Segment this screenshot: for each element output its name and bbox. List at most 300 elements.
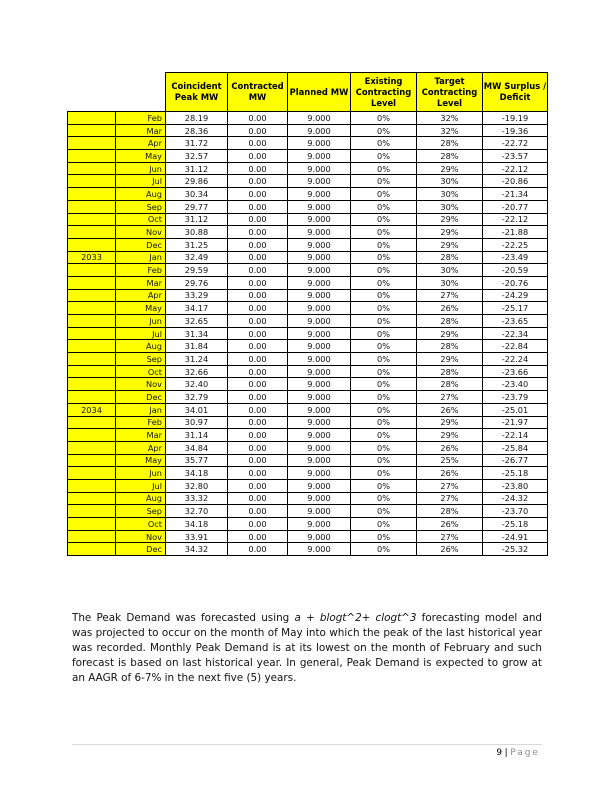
peak-mw-cell: 33.91	[166, 530, 228, 543]
month-cell: May	[116, 150, 166, 163]
table-row	[68, 365, 548, 378]
peak-mw-cell: 31.25	[166, 238, 228, 251]
contracted-mw-cell: 0.00	[228, 378, 288, 391]
planned-mw-cell: 9.000	[288, 124, 351, 137]
peak-mw-cell: 32.80	[166, 479, 228, 492]
existing-level-cell: 0%	[351, 340, 417, 353]
existing-level-cell: 0%	[351, 416, 417, 429]
month-cell: Feb	[116, 264, 166, 277]
planned-mw-cell: 9.000	[288, 302, 351, 315]
contracted-mw-cell: 0.00	[228, 479, 288, 492]
target-level-cell: 28%	[417, 251, 483, 264]
peak-mw-cell: 30.34	[166, 188, 228, 201]
contracted-mw-cell: 0.00	[228, 264, 288, 277]
planned-mw-cell: 9.000	[288, 391, 351, 404]
contracted-mw-cell: 0.00	[228, 200, 288, 213]
peak-mw-cell: 29.77	[166, 200, 228, 213]
paragraph-text-before: The Peak Demand was forecasted using	[72, 612, 295, 624]
year-cell	[68, 137, 116, 150]
planned-mw-cell: 9.000	[288, 264, 351, 277]
planned-mw-cell: 9.000	[288, 226, 351, 239]
header-contracted: Contracted MW	[228, 73, 288, 112]
contracted-mw-cell: 0.00	[228, 467, 288, 480]
contracted-mw-cell: 0.00	[228, 429, 288, 442]
surplus-deficit-cell: -22.12	[483, 213, 548, 226]
surplus-deficit-cell: -22.25	[483, 238, 548, 251]
contracted-mw-cell: 0.00	[228, 416, 288, 429]
target-level-cell: 29%	[417, 429, 483, 442]
planned-mw-cell: 9.000	[288, 238, 351, 251]
month-cell: Jan	[116, 251, 166, 264]
planned-mw-cell: 9.000	[288, 200, 351, 213]
contracted-mw-cell: 0.00	[228, 454, 288, 467]
existing-level-cell: 0%	[351, 112, 417, 125]
contracted-mw-cell: 0.00	[228, 276, 288, 289]
month-cell: Mar	[116, 429, 166, 442]
table-row	[68, 327, 548, 340]
contracted-mw-cell: 0.00	[228, 327, 288, 340]
existing-level-cell: 0%	[351, 251, 417, 264]
contracted-mw-cell: 0.00	[228, 137, 288, 150]
target-level-cell: 30%	[417, 276, 483, 289]
target-level-cell: 25%	[417, 454, 483, 467]
contracted-mw-cell: 0.00	[228, 213, 288, 226]
peak-mw-cell: 31.14	[166, 429, 228, 442]
year-cell	[68, 543, 116, 556]
existing-level-cell: 0%	[351, 264, 417, 277]
surplus-deficit-cell: -23.80	[483, 479, 548, 492]
peak-mw-cell: 34.84	[166, 441, 228, 454]
header-blank-month	[116, 73, 166, 112]
peak-mw-cell: 29.59	[166, 264, 228, 277]
month-cell: Apr	[116, 289, 166, 302]
target-level-cell: 29%	[417, 327, 483, 340]
month-cell: Jun	[116, 467, 166, 480]
contracted-mw-cell: 0.00	[228, 112, 288, 125]
table-header-row	[68, 73, 548, 112]
surplus-deficit-cell: -26.77	[483, 454, 548, 467]
year-cell	[68, 429, 116, 442]
year-cell	[68, 112, 116, 125]
table-row	[68, 276, 548, 289]
table-row	[68, 315, 548, 328]
year-cell	[68, 289, 116, 302]
planned-mw-cell: 9.000	[288, 188, 351, 201]
table-row	[68, 492, 548, 505]
table-row	[68, 289, 548, 302]
existing-level-cell: 0%	[351, 150, 417, 163]
target-level-cell: 28%	[417, 150, 483, 163]
surplus-deficit-cell: -19.36	[483, 124, 548, 137]
header-blank-year	[68, 73, 116, 112]
table-row	[68, 150, 548, 163]
peak-mw-cell: 31.84	[166, 340, 228, 353]
contracted-mw-cell: 0.00	[228, 543, 288, 556]
target-level-cell: 28%	[417, 315, 483, 328]
month-cell: Feb	[116, 416, 166, 429]
planned-mw-cell: 9.000	[288, 162, 351, 175]
surplus-deficit-cell: -21.97	[483, 416, 548, 429]
target-level-cell: 30%	[417, 175, 483, 188]
table-row	[68, 188, 548, 201]
year-cell	[68, 530, 116, 543]
year-cell	[68, 302, 116, 315]
year-cell	[68, 264, 116, 277]
surplus-deficit-cell: -25.01	[483, 403, 548, 416]
page-number: 9	[496, 748, 503, 758]
year-cell	[68, 492, 116, 505]
planned-mw-cell: 9.000	[288, 403, 351, 416]
header-existing-level: Existing Contracting Level	[351, 73, 417, 112]
peak-mw-cell: 33.29	[166, 289, 228, 302]
table-row	[68, 238, 548, 251]
existing-level-cell: 0%	[351, 479, 417, 492]
surplus-deficit-cell: -25.84	[483, 441, 548, 454]
month-cell: Sep	[116, 353, 166, 366]
surplus-deficit-cell: -23.70	[483, 505, 548, 518]
surplus-deficit-cell: -21.34	[483, 188, 548, 201]
contracted-mw-cell: 0.00	[228, 226, 288, 239]
target-level-cell: 28%	[417, 365, 483, 378]
existing-level-cell: 0%	[351, 162, 417, 175]
year-cell	[68, 416, 116, 429]
page-footer	[496, 748, 540, 758]
surplus-deficit-cell: -22.24	[483, 353, 548, 366]
planned-mw-cell: 9.000	[288, 518, 351, 531]
month-cell: Jul	[116, 175, 166, 188]
contracted-mw-cell: 0.00	[228, 505, 288, 518]
existing-level-cell: 0%	[351, 302, 417, 315]
planned-mw-cell: 9.000	[288, 137, 351, 150]
surplus-deficit-cell: -22.12	[483, 162, 548, 175]
surplus-deficit-cell: -23.65	[483, 315, 548, 328]
surplus-deficit-cell: -25.18	[483, 518, 548, 531]
table-row	[68, 518, 548, 531]
month-cell: Oct	[116, 213, 166, 226]
peak-mw-cell: 32.57	[166, 150, 228, 163]
target-level-cell: 30%	[417, 200, 483, 213]
table-row	[68, 479, 548, 492]
peak-mw-cell: 34.01	[166, 403, 228, 416]
existing-level-cell: 0%	[351, 530, 417, 543]
surplus-deficit-cell: -22.34	[483, 327, 548, 340]
existing-level-cell: 0%	[351, 492, 417, 505]
planned-mw-cell: 9.000	[288, 289, 351, 302]
month-cell: Mar	[116, 276, 166, 289]
planned-mw-cell: 9.000	[288, 365, 351, 378]
surplus-deficit-cell: -23.57	[483, 150, 548, 163]
peak-mw-cell: 34.32	[166, 543, 228, 556]
peak-mw-cell: 35.77	[166, 454, 228, 467]
month-cell: Feb	[116, 112, 166, 125]
existing-level-cell: 0%	[351, 403, 417, 416]
peak-mw-cell: 30.88	[166, 226, 228, 239]
table-row	[68, 251, 548, 264]
target-level-cell: 26%	[417, 467, 483, 480]
year-cell	[68, 315, 116, 328]
table-row	[68, 467, 548, 480]
peak-mw-cell: 33.32	[166, 492, 228, 505]
year-cell	[68, 276, 116, 289]
target-level-cell: 27%	[417, 289, 483, 302]
contracted-mw-cell: 0.00	[228, 188, 288, 201]
surplus-deficit-cell: -20.77	[483, 200, 548, 213]
existing-level-cell: 0%	[351, 391, 417, 404]
month-cell: Oct	[116, 365, 166, 378]
peak-mw-cell: 31.12	[166, 213, 228, 226]
existing-level-cell: 0%	[351, 543, 417, 556]
month-cell: Dec	[116, 238, 166, 251]
month-cell: Mar	[116, 124, 166, 137]
target-level-cell: 26%	[417, 441, 483, 454]
year-cell	[68, 441, 116, 454]
existing-level-cell: 0%	[351, 188, 417, 201]
month-cell: May	[116, 302, 166, 315]
year-cell: 2034	[68, 403, 116, 416]
peak-mw-cell: 34.17	[166, 302, 228, 315]
contracted-mw-cell: 0.00	[228, 175, 288, 188]
table-row	[68, 340, 548, 353]
table-row	[68, 454, 548, 467]
month-cell: Dec	[116, 543, 166, 556]
table-row	[68, 429, 548, 442]
header-target-level: Target Contracting Level	[417, 73, 483, 112]
existing-level-cell: 0%	[351, 175, 417, 188]
existing-level-cell: 0%	[351, 365, 417, 378]
peak-mw-cell: 32.65	[166, 315, 228, 328]
month-cell: Nov	[116, 530, 166, 543]
target-level-cell: 29%	[417, 162, 483, 175]
target-level-cell: 29%	[417, 238, 483, 251]
planned-mw-cell: 9.000	[288, 315, 351, 328]
contracted-mw-cell: 0.00	[228, 353, 288, 366]
planned-mw-cell: 9.000	[288, 479, 351, 492]
month-cell: Oct	[116, 518, 166, 531]
target-level-cell: 27%	[417, 530, 483, 543]
year-cell	[68, 213, 116, 226]
contracted-mw-cell: 0.00	[228, 150, 288, 163]
table-row	[68, 530, 548, 543]
contracted-mw-cell: 0.00	[228, 238, 288, 251]
month-cell: Jul	[116, 327, 166, 340]
planned-mw-cell: 9.000	[288, 340, 351, 353]
planned-mw-cell: 9.000	[288, 112, 351, 125]
target-level-cell: 26%	[417, 403, 483, 416]
table-row	[68, 213, 548, 226]
target-level-cell: 28%	[417, 137, 483, 150]
target-level-cell: 29%	[417, 226, 483, 239]
target-level-cell: 27%	[417, 479, 483, 492]
month-cell: Dec	[116, 391, 166, 404]
surplus-deficit-cell: -23.49	[483, 251, 548, 264]
planned-mw-cell: 9.000	[288, 150, 351, 163]
peak-mw-cell: 34.18	[166, 518, 228, 531]
surplus-deficit-cell: -23.66	[483, 365, 548, 378]
peak-mw-cell: 32.40	[166, 378, 228, 391]
year-cell	[68, 365, 116, 378]
year-cell	[68, 124, 116, 137]
contracted-mw-cell: 0.00	[228, 251, 288, 264]
table-body	[68, 112, 548, 556]
existing-level-cell: 0%	[351, 454, 417, 467]
table-row	[68, 162, 548, 175]
existing-level-cell: 0%	[351, 441, 417, 454]
table-row	[68, 124, 548, 137]
table-row	[68, 200, 548, 213]
target-level-cell: 32%	[417, 124, 483, 137]
planned-mw-cell: 9.000	[288, 441, 351, 454]
year-cell	[68, 340, 116, 353]
header-coincident-peak: Coincident Peak MW	[166, 73, 228, 112]
contracted-mw-cell: 0.00	[228, 365, 288, 378]
contracted-mw-cell: 0.00	[228, 289, 288, 302]
table-row	[68, 353, 548, 366]
table-row	[68, 416, 548, 429]
year-cell	[68, 150, 116, 163]
planned-mw-cell: 9.000	[288, 467, 351, 480]
contracted-mw-cell: 0.00	[228, 492, 288, 505]
target-level-cell: 28%	[417, 340, 483, 353]
surplus-deficit-cell: -24.91	[483, 530, 548, 543]
existing-level-cell: 0%	[351, 226, 417, 239]
table-row	[68, 441, 548, 454]
forecast-formula: a + blogt^2+ clogt^3	[294, 612, 417, 624]
contracted-mw-cell: 0.00	[228, 340, 288, 353]
header-planned: Planned MW	[288, 73, 351, 112]
table-row	[68, 264, 548, 277]
month-cell: Nov	[116, 378, 166, 391]
table-row	[68, 543, 548, 556]
month-cell: Aug	[116, 492, 166, 505]
surplus-deficit-cell: -22.14	[483, 429, 548, 442]
year-cell: 2033	[68, 251, 116, 264]
table-row	[68, 302, 548, 315]
existing-level-cell: 0%	[351, 238, 417, 251]
planned-mw-cell: 9.000	[288, 416, 351, 429]
surplus-deficit-cell: -22.72	[483, 137, 548, 150]
planned-mw-cell: 9.000	[288, 543, 351, 556]
existing-level-cell: 0%	[351, 137, 417, 150]
year-cell	[68, 200, 116, 213]
contracted-mw-cell: 0.00	[228, 315, 288, 328]
existing-level-cell: 0%	[351, 327, 417, 340]
year-cell	[68, 175, 116, 188]
surplus-deficit-cell: -23.79	[483, 391, 548, 404]
existing-level-cell: 0%	[351, 505, 417, 518]
surplus-deficit-cell: -22.84	[483, 340, 548, 353]
contracted-mw-cell: 0.00	[228, 441, 288, 454]
planned-mw-cell: 9.000	[288, 492, 351, 505]
peak-mw-cell: 30.97	[166, 416, 228, 429]
table-row	[68, 403, 548, 416]
target-level-cell: 30%	[417, 188, 483, 201]
page-label: Page	[510, 748, 540, 758]
peak-mw-cell: 32.70	[166, 505, 228, 518]
target-level-cell: 26%	[417, 302, 483, 315]
year-cell	[68, 479, 116, 492]
contracted-mw-cell: 0.00	[228, 391, 288, 404]
surplus-deficit-cell: -21.88	[483, 226, 548, 239]
paragraph-text-after: forecasting model and was projected to occur on the month of May into which the peak of the last historical year was recorded. Monthly Peak Demand is at its lowest on the month of February and such forecast is based on last historical year. In general, Peak Demand is expected to grow at an AAGR of 6-7% in the next five (5) years.	[72, 612, 542, 684]
planned-mw-cell: 9.000	[288, 378, 351, 391]
table-row	[68, 112, 548, 125]
existing-level-cell: 0%	[351, 200, 417, 213]
year-cell	[68, 467, 116, 480]
contracted-mw-cell: 0.00	[228, 518, 288, 531]
existing-level-cell: 0%	[351, 124, 417, 137]
footer-separator: |	[504, 748, 509, 758]
target-level-cell: 32%	[417, 112, 483, 125]
existing-level-cell: 0%	[351, 289, 417, 302]
table-row	[68, 175, 548, 188]
surplus-deficit-cell: -23.40	[483, 378, 548, 391]
peak-mw-cell: 29.86	[166, 175, 228, 188]
month-cell: Jul	[116, 479, 166, 492]
month-cell: Aug	[116, 188, 166, 201]
existing-level-cell: 0%	[351, 353, 417, 366]
peak-mw-cell: 31.34	[166, 327, 228, 340]
surplus-deficit-cell: -19.19	[483, 112, 548, 125]
target-level-cell: 26%	[417, 518, 483, 531]
year-cell	[68, 378, 116, 391]
peak-mw-cell: 32.79	[166, 391, 228, 404]
year-cell	[68, 162, 116, 175]
month-cell: Apr	[116, 137, 166, 150]
contracted-mw-cell: 0.00	[228, 530, 288, 543]
peak-mw-cell: 31.24	[166, 353, 228, 366]
target-level-cell: 27%	[417, 391, 483, 404]
surplus-deficit-cell: -25.32	[483, 543, 548, 556]
peak-mw-cell: 34.18	[166, 467, 228, 480]
contracted-mw-cell: 0.00	[228, 124, 288, 137]
target-level-cell: 26%	[417, 543, 483, 556]
target-level-cell: 27%	[417, 492, 483, 505]
year-cell	[68, 188, 116, 201]
year-cell	[68, 518, 116, 531]
table-row	[68, 378, 548, 391]
existing-level-cell: 0%	[351, 467, 417, 480]
peak-mw-cell: 32.49	[166, 251, 228, 264]
existing-level-cell: 0%	[351, 276, 417, 289]
planned-mw-cell: 9.000	[288, 276, 351, 289]
year-cell	[68, 454, 116, 467]
contracted-mw-cell: 0.00	[228, 162, 288, 175]
peak-mw-cell: 28.36	[166, 124, 228, 137]
table-row	[68, 226, 548, 239]
header-surplus-deficit: MW Surplus / Deficit	[483, 73, 548, 112]
table-row	[68, 391, 548, 404]
planned-mw-cell: 9.000	[288, 251, 351, 264]
planned-mw-cell: 9.000	[288, 530, 351, 543]
month-cell: Aug	[116, 340, 166, 353]
target-level-cell: 28%	[417, 505, 483, 518]
year-cell	[68, 505, 116, 518]
year-cell	[68, 391, 116, 404]
month-cell: May	[116, 454, 166, 467]
surplus-deficit-cell: -25.18	[483, 467, 548, 480]
existing-level-cell: 0%	[351, 315, 417, 328]
month-cell: Apr	[116, 441, 166, 454]
existing-level-cell: 0%	[351, 429, 417, 442]
month-cell: Sep	[116, 505, 166, 518]
surplus-deficit-cell: -24.29	[483, 289, 548, 302]
target-level-cell: 29%	[417, 213, 483, 226]
month-cell: Sep	[116, 200, 166, 213]
table-row	[68, 137, 548, 150]
surplus-deficit-cell: -20.76	[483, 276, 548, 289]
planned-mw-cell: 9.000	[288, 454, 351, 467]
surplus-deficit-cell: -20.86	[483, 175, 548, 188]
